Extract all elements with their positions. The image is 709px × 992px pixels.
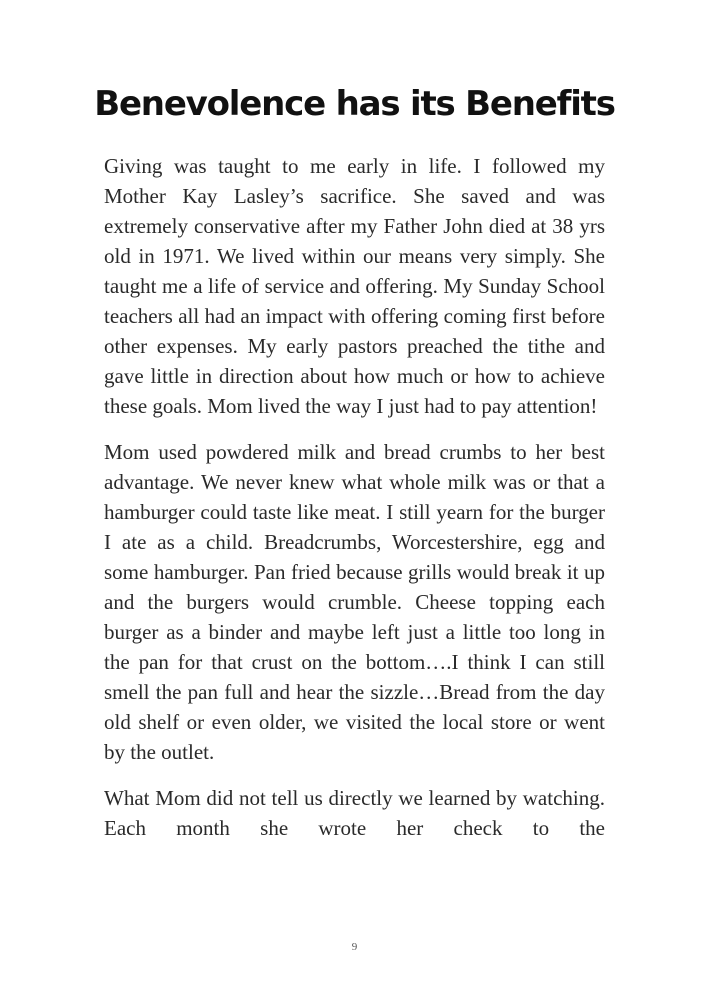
body-text <box>104 151 605 859</box>
paragraph-2: Mom used powdered milk and bread crumbs to her best advantage. We never knew what whole milk was or that a hamburger could taste like meat. I still yearn for the burger I ate as a child. Breadcrumbs, Worcestershire, egg and some hamburger. Pan fried because grills would break it up and the burgers would crumble. Cheese topping each burger as a binder and maybe left just a little too long in the pan for that crust on the bottom….I think I can still smell the pan full and hear the sizzle…Bread from the day old shelf or even older, we visited the local store or went by the outlet. <box>104 440 605 764</box>
paragraph-3: What Mom did not tell us directly we learned by watching. Each month she wrote her check to the <box>104 786 605 840</box>
page-number: 9 <box>351 941 358 953</box>
paragraph-1: Giving was taught to me early in life. I followed my Mother Kay Lasley’s sacrifice. She saved and was extremely conservative after my Father John died at 38 yrs old in 1971. We lived within our means very simply. She taught me a life of service and offering. My Sunday School teachers all had an impact with offering coming first before other expenses. My early pastors preached the tithe and gave little in direction about how much or how to achieve these goals. Mom lived the way I just had to pay attention! <box>104 154 605 418</box>
page-title: Benevolence has its Benefits <box>94 84 615 124</box>
